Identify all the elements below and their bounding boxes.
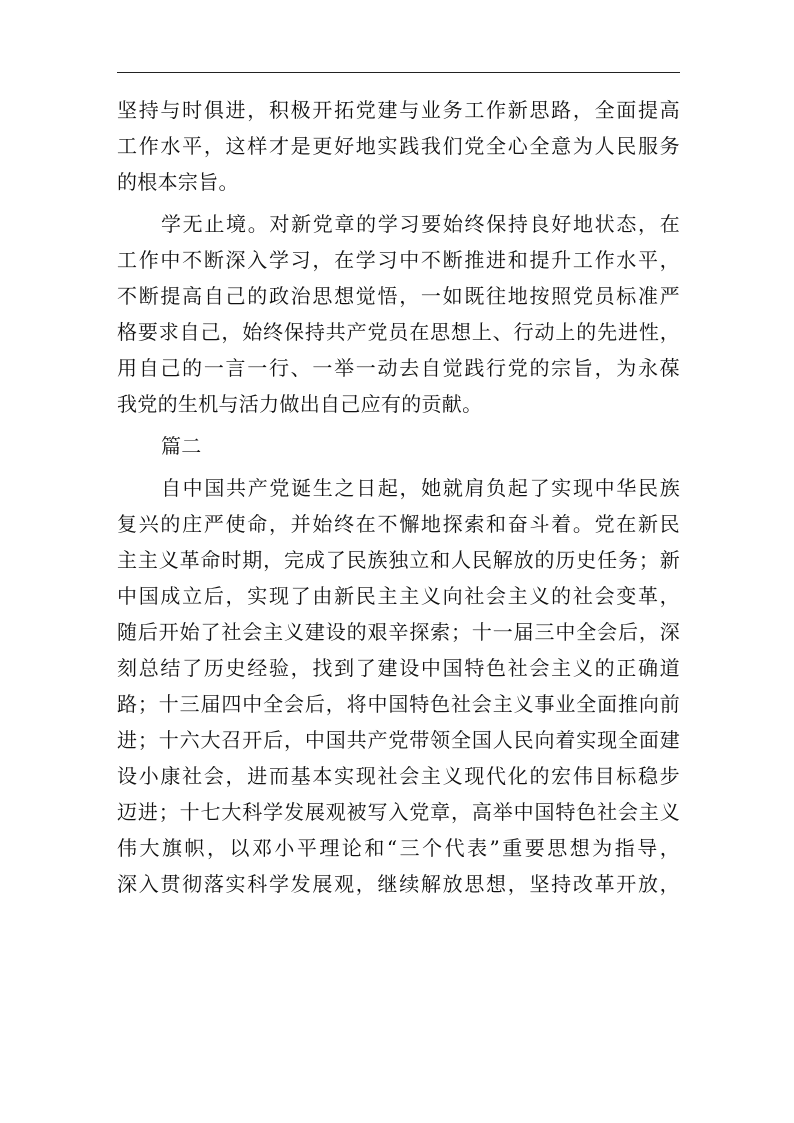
text-line: 的根本宗旨。 xyxy=(117,170,239,194)
text-line: 不断提高自己的政治思想觉悟，一如既往地按照党员标准严 xyxy=(117,284,680,308)
text-line: 坚持与时俱进，积极开拓党建与业务工作新思路，全面提高 xyxy=(117,98,680,122)
text-line: 学无止境。对新党章的学习要始终保持良好地状态，在 xyxy=(161,212,680,236)
text-line: 工作水平，这样才是更好地实践我们党全心全意为人民服务 xyxy=(117,134,680,158)
text-line: 随后开始了社会主义建设的艰辛探索；十一届三中全会后，深 xyxy=(117,620,680,644)
text-line: 用自己的一言一行、一举一动去自觉践行党的宗旨，为永葆 xyxy=(117,356,680,380)
text-line: 主主义革命时期，完成了民族独立和人民解放的历史任务；新 xyxy=(117,548,680,572)
paragraph xyxy=(117,470,680,902)
paragraph xyxy=(117,92,680,200)
text-line: 进；十六大召开后，中国共产党带领全国人民向着实现全面建 xyxy=(117,728,680,752)
document-body xyxy=(117,92,680,902)
text-line: 迈进；十七大科学发展观被写入党章，高举中国特色社会主义 xyxy=(117,800,680,824)
text-line: 路；十三届四中全会后，将中国特色社会主义事业全面推向前 xyxy=(117,692,680,716)
text-line: 伟大旗帜，以邓小平理论和“三个代表”重要思想为指导， xyxy=(117,836,680,860)
text-line: 自中国共产党诞生之日起，她就肩负起了实现中华民族 xyxy=(161,476,680,500)
text-line: 格要求自己，始终保持共产党员在思想上、行动上的先进性， xyxy=(117,320,680,344)
text-line: 深入贯彻落实科学发展观，继续解放思想，坚持改革开放， xyxy=(117,872,680,896)
text-line: 篇二 xyxy=(161,434,202,458)
paragraph xyxy=(117,428,680,464)
text-line: 刻总结了历史经验，找到了建设中国特色社会主义的正确道 xyxy=(117,656,680,680)
paragraph xyxy=(117,206,680,422)
text-line: 中国成立后，实现了由新民主主义向社会主义的社会变革， xyxy=(117,584,680,608)
header-rule xyxy=(117,72,680,73)
text-line: 工作中不断深入学习，在学习中不断推进和提升工作水平， xyxy=(117,248,680,272)
text-line: 复兴的庄严使命，并始终在不懈地探索和奋斗着。党在新民 xyxy=(117,512,680,536)
text-line: 我党的生机与活力做出自己应有的贡献。 xyxy=(117,392,483,416)
text-line: 设小康社会，进而基本实现社会主义现代化的宏伟目标稳步 xyxy=(117,764,680,788)
